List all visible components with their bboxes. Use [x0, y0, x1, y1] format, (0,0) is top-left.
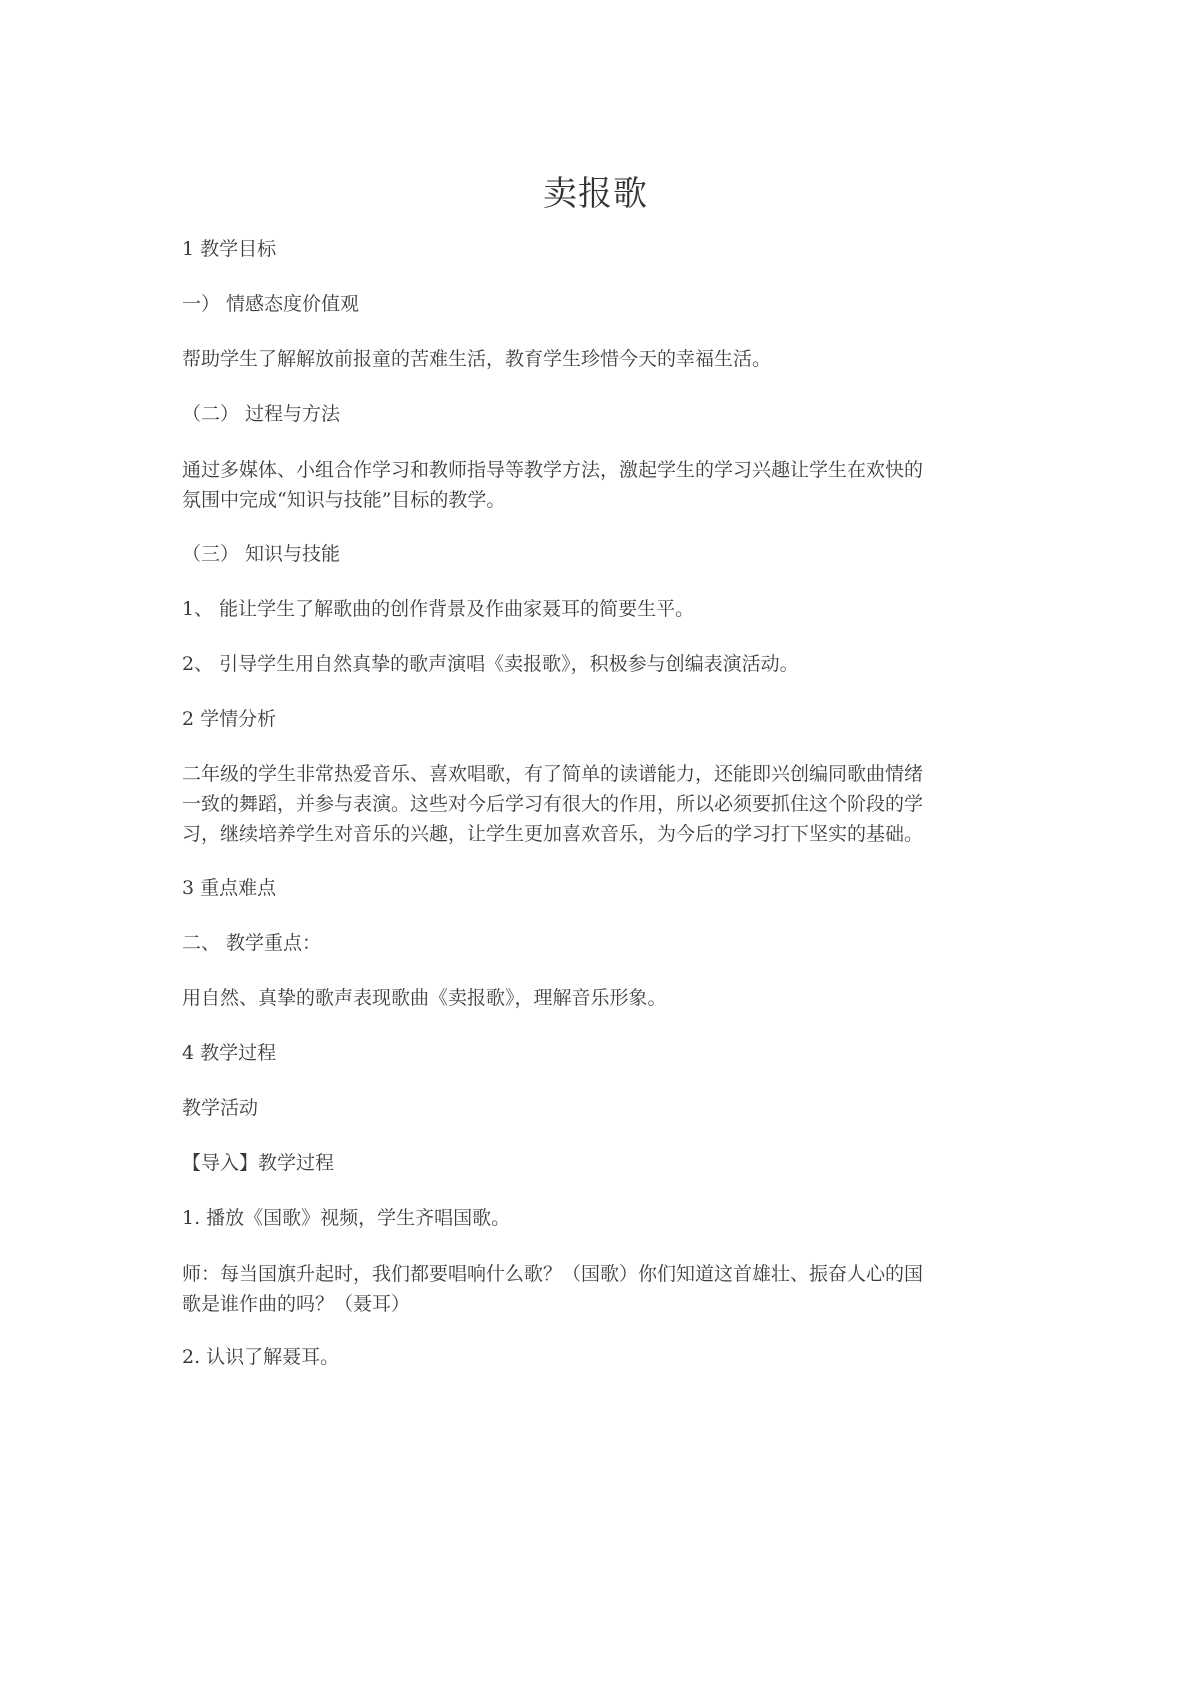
- paragraph-emotion-attitude: 帮助学生了解解放前报童的苦难生活，教育学生珍惜今天的幸福生活。: [182, 348, 772, 370]
- subheading-teaching-focus: 二、 教学重点：: [182, 932, 322, 954]
- label-teaching-activity: 教学活动: [182, 1097, 259, 1119]
- step-1-play-anthem: 1. 播放《国歌》视频，学生齐唱国歌。: [182, 1207, 511, 1229]
- subheading-process-method: （二） 过程与方法: [182, 403, 341, 425]
- text-line: 氛围中完成“知识与技能”目标的教学。: [182, 489, 506, 511]
- paragraph-process-method: [182, 455, 1012, 515]
- text-line: 二年级的学生非常热爱音乐、喜欢唱歌，有了简单的读谱能力，还能即兴创编同歌曲情绪: [182, 763, 924, 785]
- list-item-knowledge-2: 2、 引导学生用自然真挚的歌声演唱《卖报歌》，积极参与创编表演活动。: [182, 653, 799, 675]
- document-title: 卖报歌: [543, 174, 648, 214]
- list-item-knowledge-1: 1、 能让学生了解歌曲的创作背景及作曲家聂耳的简要生平。: [182, 598, 695, 620]
- heading-teaching-process: 4 教学过程: [182, 1042, 277, 1064]
- text-line: 习，继续培养学生对音乐的兴趣，让学生更加喜欢音乐，为今后的学习打下坚实的基础。: [182, 823, 924, 845]
- subheading-knowledge-skills: （三） 知识与技能: [182, 543, 341, 565]
- text-line: 师：每当国旗升起时，我们都要唱响什么歌？（国歌）你们知道这首雄壮、振奋人心的国: [182, 1263, 924, 1285]
- text-line: 一致的舞蹈，并参与表演。这些对今后学习有很大的作用，所以必须要抓住这个阶段的学: [182, 793, 924, 815]
- paragraph-teacher-question: [182, 1259, 1012, 1319]
- text-line: 歌是谁作曲的吗？（聂耳）: [182, 1293, 411, 1315]
- heading-teaching-goals: 1 教学目标: [182, 238, 277, 260]
- subheading-emotion-attitude: 一） 情感态度价值观: [182, 293, 360, 315]
- heading-key-difficulties: 3 重点难点: [182, 877, 277, 899]
- label-introduction: 【导入】教学过程: [182, 1152, 335, 1174]
- paragraph-teaching-focus: 用自然、真挚的歌声表现歌曲《卖报歌》，理解音乐形象。: [182, 987, 667, 1009]
- step-2-know-nie-er: 2. 认识了解聂耳。: [182, 1346, 340, 1368]
- paragraph-student-analysis: [182, 759, 1012, 849]
- heading-student-analysis: 2 学情分析: [182, 708, 277, 730]
- text-line: 通过多媒体、小组合作学习和教师指导等教学方法，激起学生的学习兴趣让学生在欢快的: [182, 459, 924, 481]
